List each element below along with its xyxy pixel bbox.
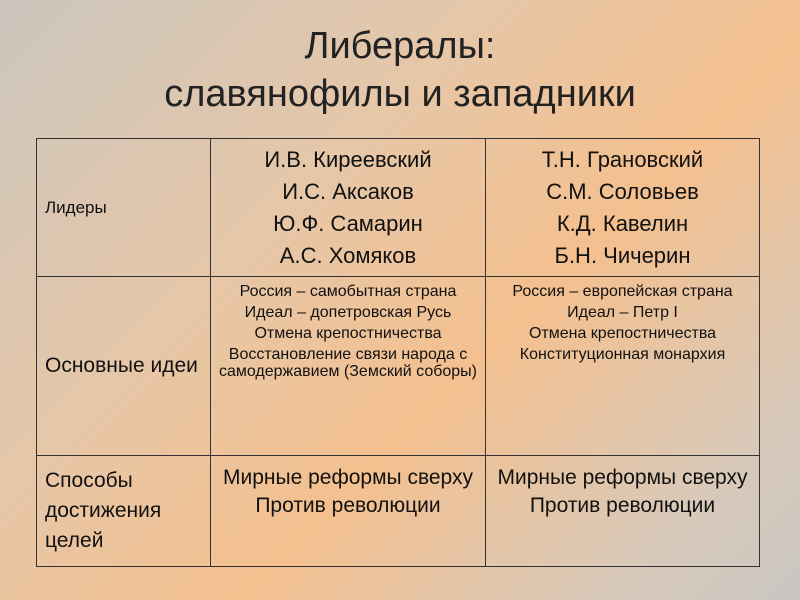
cell-westerner-ideas xyxy=(486,277,760,456)
title-line-1: Либералы: xyxy=(304,25,496,67)
list-item: Идеал – допетровская Русь xyxy=(244,304,452,321)
list-item: Отмена крепостничества xyxy=(254,325,442,342)
list-item: И.С. Аксаков xyxy=(282,178,414,204)
list-item: С.М. Соловьев xyxy=(546,178,699,204)
row-label-methods: Способы достижения целей xyxy=(37,456,211,567)
list-item: А.С. Хомяков xyxy=(279,242,417,268)
list-item: Идеал – Петр I xyxy=(567,304,678,321)
list-item: Россия – самобытная страна xyxy=(239,283,457,300)
cell-westerner-leaders xyxy=(486,139,760,277)
list-item: Против революции xyxy=(529,494,716,517)
list-item: Мирные реформы сверху xyxy=(222,466,473,489)
list-item: Ю.Ф. Самарин xyxy=(273,210,423,236)
list-item: Конституционная монархия xyxy=(519,346,726,363)
list-item: И.В. Киреевский xyxy=(264,146,432,172)
cell-slavophile-leaders xyxy=(211,139,486,277)
list-item: К.Д. Кавелин xyxy=(556,210,689,236)
cell-slavophile-methods xyxy=(211,456,486,567)
slide-title xyxy=(0,22,800,118)
list-item: Б.Н. Чичерин xyxy=(554,242,691,268)
comparison-table xyxy=(36,138,760,567)
title-line-2: славянофилы и западники xyxy=(164,73,636,115)
list-item: Отмена крепостничества xyxy=(528,325,717,342)
table-row-leaders xyxy=(37,139,760,277)
table-row-ideas xyxy=(37,277,760,456)
list-item: Против революции xyxy=(255,494,441,517)
list-item: Т.Н. Грановский xyxy=(541,146,704,172)
list-item: Россия – европейская страна xyxy=(512,283,733,300)
row-label-ideas: Основные идеи xyxy=(37,277,211,456)
list-item: Восстановление связи народа с самодержавием (Земский соборы) xyxy=(218,346,478,380)
list-item: Мирные реформы сверху xyxy=(497,466,748,489)
row-label-leaders: Лидеры xyxy=(37,139,211,277)
cell-slavophile-ideas xyxy=(211,277,486,456)
table-row-methods xyxy=(37,456,760,567)
cell-westerner-methods xyxy=(486,456,760,567)
